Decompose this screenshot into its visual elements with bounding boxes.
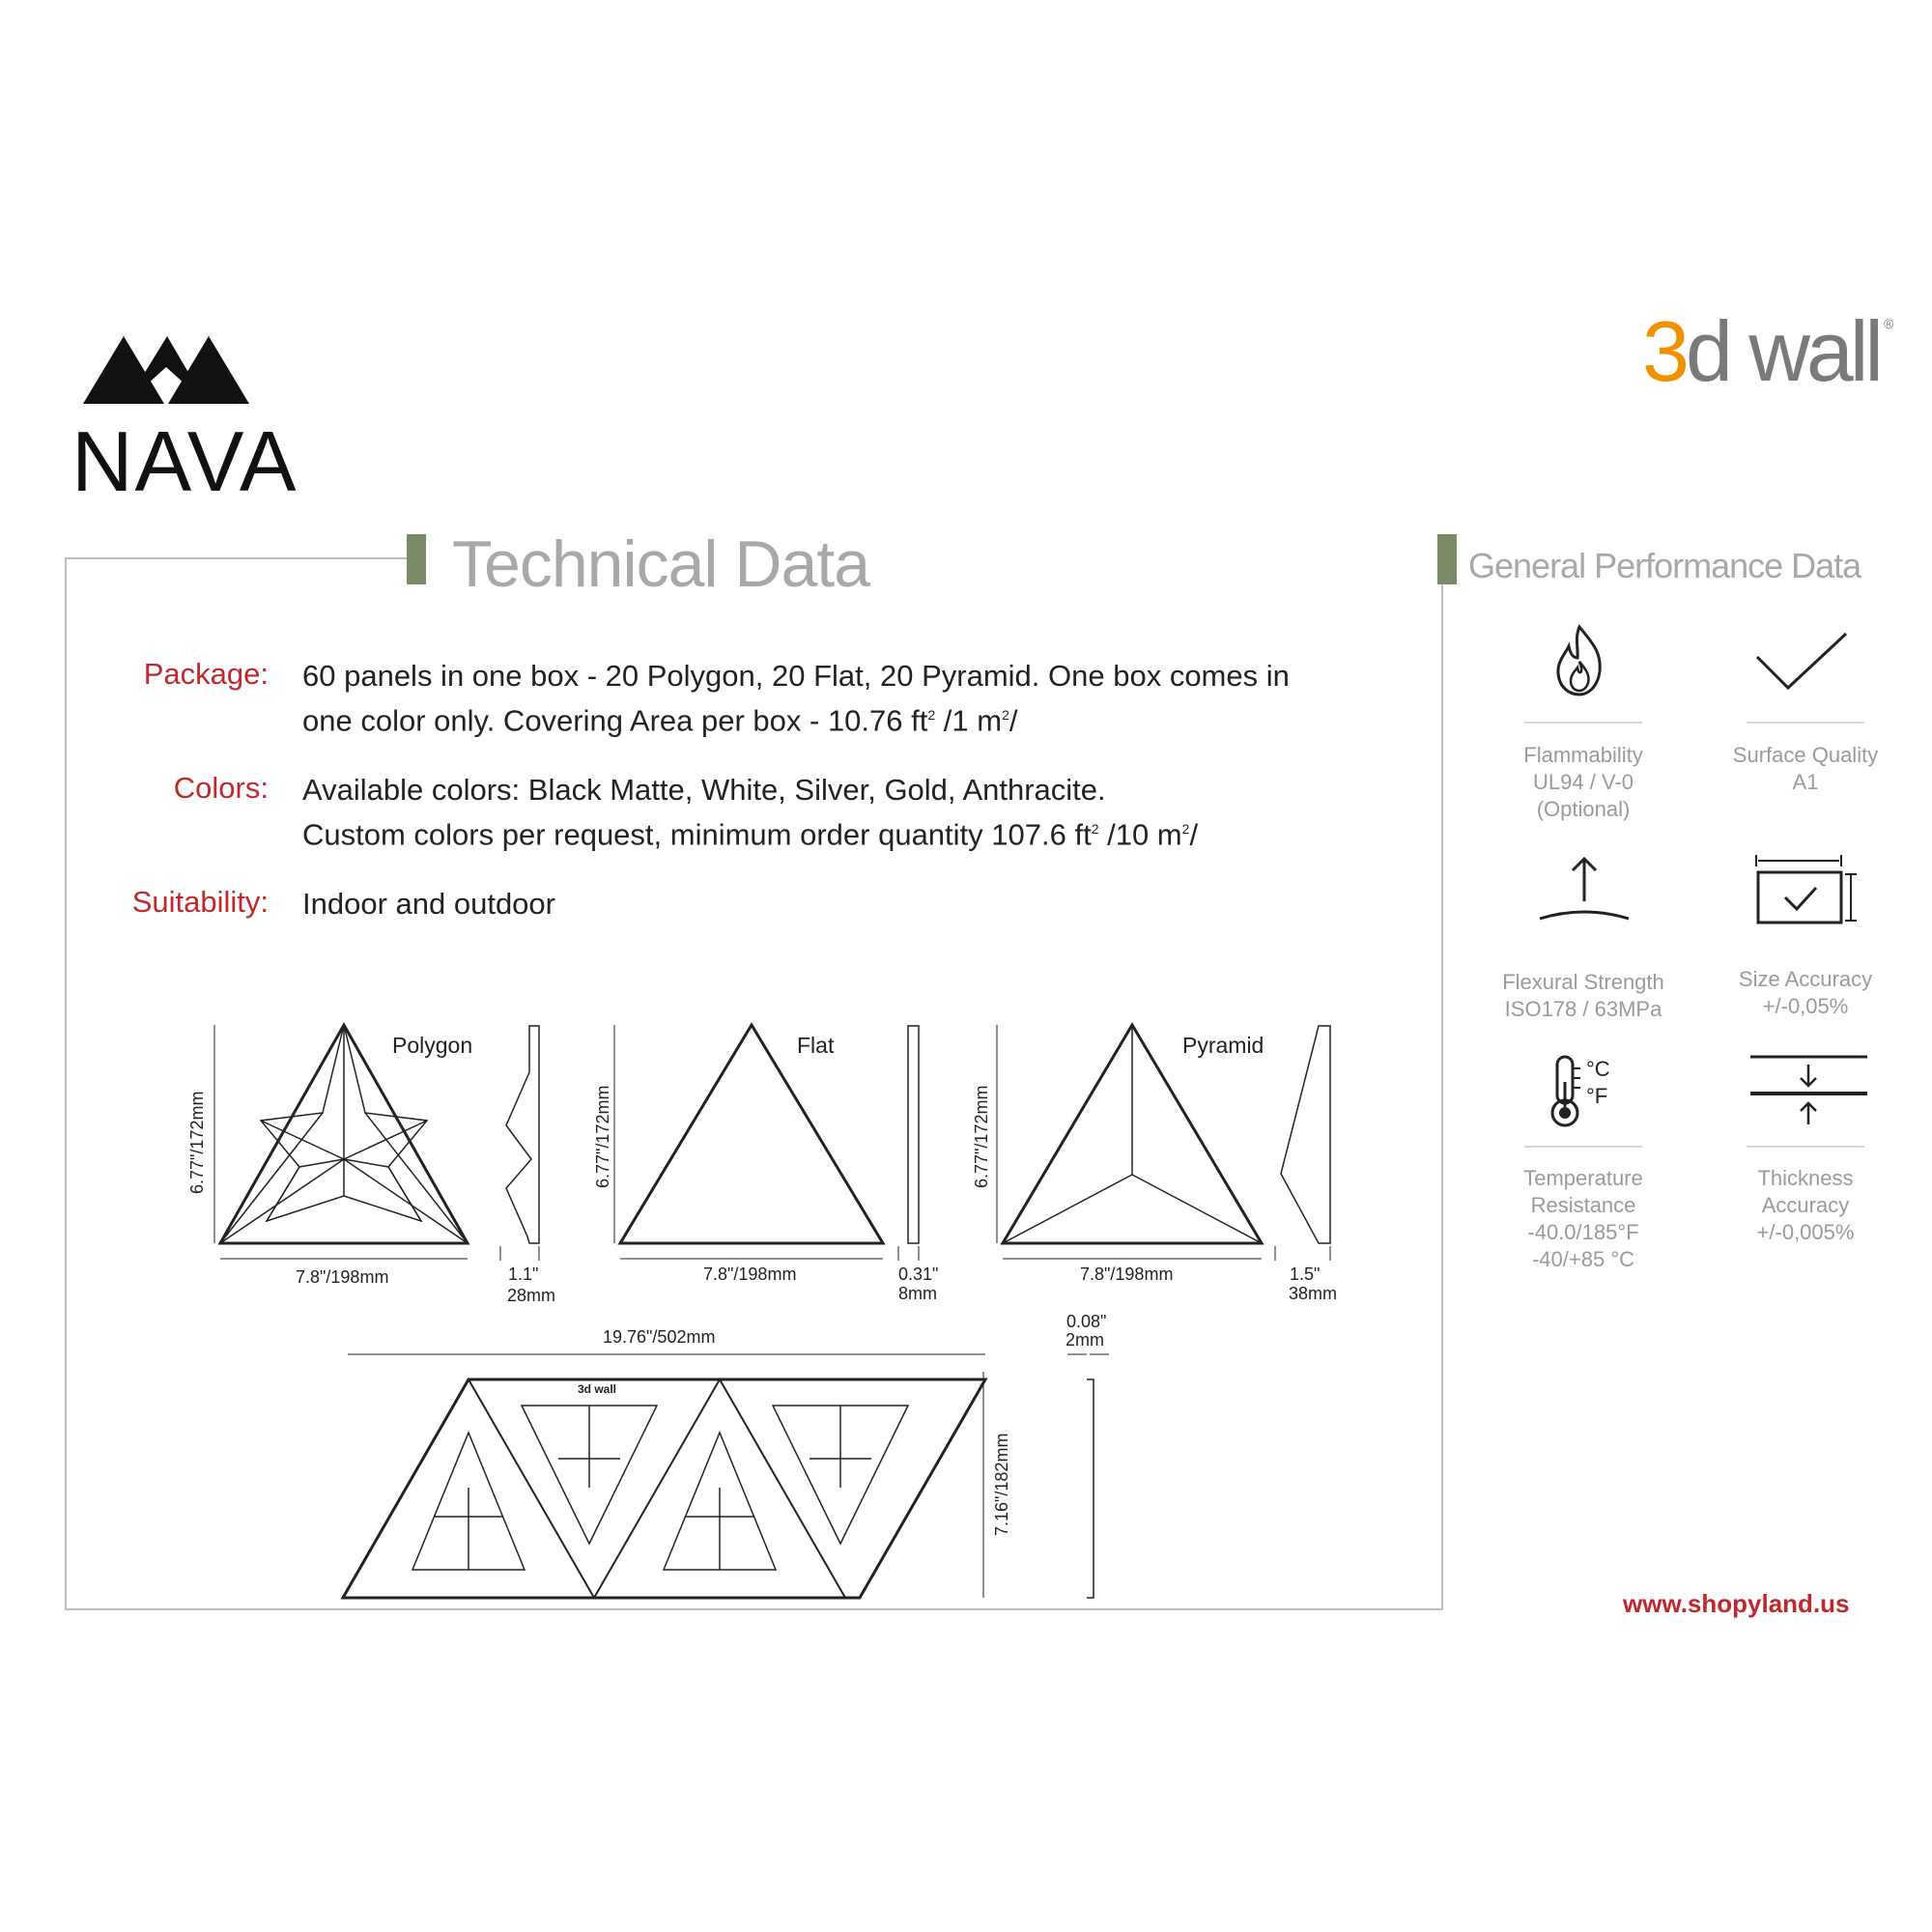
flammability-text: Flammability UL94 / V-0 (Optional) [1523, 743, 1643, 821]
dimension-lines [214, 1025, 1330, 1598]
thermometer-icon [1544, 1053, 1640, 1130]
colors-label: Colors: [173, 771, 269, 805]
website-link[interactable]: www.shopyland.us [1623, 1589, 1850, 1618]
back-side-profile [1087, 1379, 1094, 1598]
back-stamp-label: 3d wall [578, 1382, 617, 1396]
separator-surface-quality [1747, 722, 1864, 724]
package-line-2: one color only. Covering Area per box - 10.76 $ft^2$ /1 $m^2/$ [302, 703, 1018, 738]
temperature-resistance-text: Temperature Resistance -40.0/185°F -40/+85 °C [1523, 1166, 1643, 1271]
polygon-width-label: 7.8"/198mm [296, 1267, 389, 1287]
back-panel-drawing [343, 1379, 985, 1598]
back-height-label: 7.16"/182mm [992, 1433, 1011, 1536]
registered-mark: ® [1883, 316, 1890, 331]
separator-flammability [1524, 722, 1642, 724]
polygon-thickness-mm: 28mm [507, 1286, 556, 1305]
colors-line-1: Available colors: Black Matte, White, Silver, Gold, Anthracite. [302, 773, 1106, 807]
flat-label: Flat [797, 1033, 835, 1058]
polygon-height-label: 6.77"/172mm [187, 1091, 207, 1194]
pyramid-width-label: 7.8"/198mm [1080, 1264, 1174, 1284]
pyramid-height-label: 6.77"/172mm [972, 1085, 991, 1188]
back-thickness-in: 0.08" [1066, 1312, 1107, 1331]
flat-panel-drawing [620, 1025, 883, 1243]
flat-thickness-mm: 8mm [898, 1284, 937, 1303]
separator-temperature [1524, 1146, 1642, 1148]
nava-wordmark: NAVA [71, 413, 298, 509]
thickness-accuracy-text: Thickness Accuracy +/-0,005% [1756, 1166, 1855, 1244]
technical-data-title: Technical Data [452, 527, 870, 601]
size-check-icon [1750, 855, 1857, 927]
pyramid-thickness-mm: 38mm [1289, 1284, 1338, 1303]
separator-thickness [1747, 1146, 1864, 1148]
polygon-label: Polygon [392, 1033, 473, 1058]
3d-wall-logo-number: 3 [1642, 303, 1686, 399]
package-label: Package: [143, 657, 269, 691]
package-line-1: 60 panels in one box - 20 Polygon, 20 Flat, 20 Pyramid. One box comes in [302, 659, 1290, 693]
back-width-label: 19.76"/502mm [603, 1327, 716, 1347]
fahrenheit-unit: °F [1586, 1084, 1608, 1108]
flame-icon [1546, 623, 1613, 700]
flat-width-label: 7.8"/198mm [703, 1264, 797, 1284]
suitability-label: Suitability: [131, 885, 269, 919]
checkmark-icon [1753, 628, 1850, 696]
flat-thickness-in: 0.31" [898, 1264, 939, 1284]
celsius-unit: °C [1586, 1057, 1610, 1081]
flexural-arrow-icon [1536, 855, 1633, 923]
flexural-strength-text: Flexural Strength ISO178 / 63MPa [1502, 970, 1664, 1021]
polygon-side-profile [506, 1026, 539, 1243]
back-thickness-mm: 2mm [1065, 1330, 1104, 1350]
pyramid-side-profile [1281, 1026, 1330, 1243]
size-accuracy-text: Size Accuracy +/-0,05% [1738, 967, 1873, 1018]
colors-line-2: Custom colors per request, minimum order quantity 107.6 $ft^2$ /10 $m^2/$ [302, 817, 1199, 852]
performance-data-title: General Performance Data [1468, 546, 1861, 585]
pyramid-thickness-in: 1.5" [1290, 1264, 1321, 1284]
suitability-text: Indoor and outdoor [302, 887, 555, 921]
flat-side-profile [908, 1026, 919, 1243]
surface-quality-text: Surface Quality A1 [1732, 743, 1879, 794]
pyramid-label: Pyramid [1182, 1033, 1264, 1058]
3d-wall-logo-text: d wall [1685, 303, 1880, 399]
flat-height-label: 6.77"/172mm [593, 1085, 612, 1188]
thickness-arrows-icon [1748, 1053, 1869, 1130]
polygon-thickness-in: 1.1" [508, 1264, 539, 1284]
